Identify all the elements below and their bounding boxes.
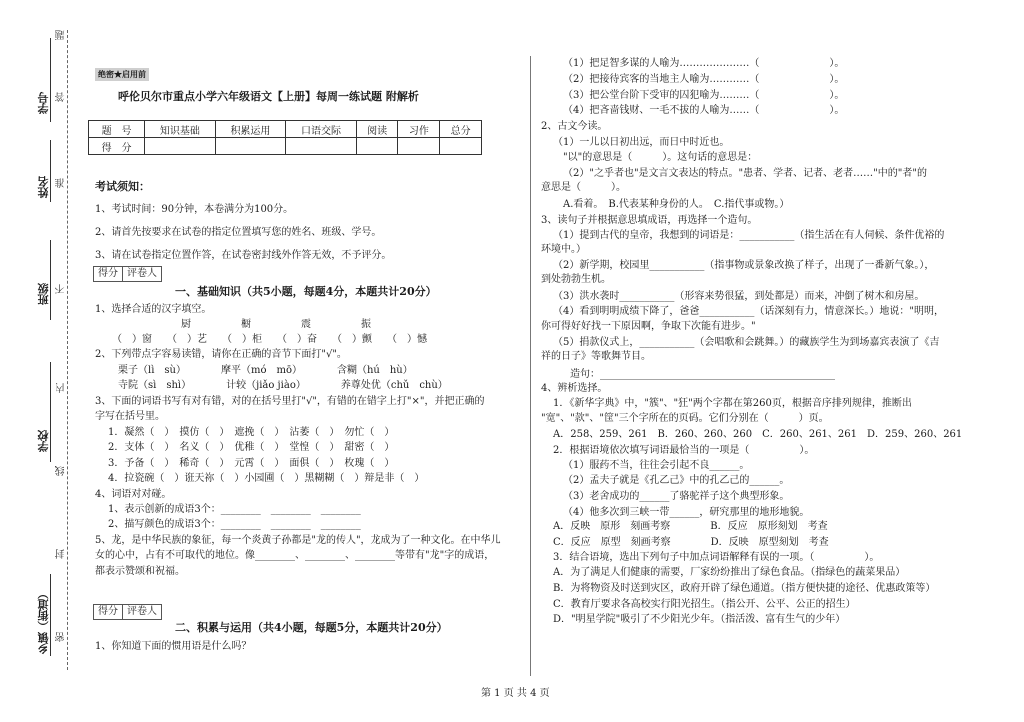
- section1-line: 女的心中，占有不可取代的地位。像________、________、________等带有"龙"字的成语，: [95, 550, 495, 561]
- section1-line: 4、词语对对碰。: [95, 489, 172, 500]
- right-column-line: 你可得好好找一下原因啊，争取下次能有进步。": [541, 321, 756, 332]
- binding-line-char: 线: [56, 466, 67, 476]
- score-input-cell[interactable]: [145, 138, 216, 155]
- right-column-line: B．为将物资及时送到灾区，政府开辟了绿色通道。（指方便快捷的途径、优惠政策等）: [553, 583, 936, 594]
- section1-line: 2．支体（ ） 名义（ ） 优稚（ ） 堂惶（ ） 甜密（ ）: [108, 442, 395, 453]
- right-column-line: （2）"之乎者也"是文言文表达的特点。"患者、学者、记者、老者……"中的"者"的: [563, 168, 927, 179]
- score-table-cell: 口语交际: [286, 121, 357, 138]
- section1-line: 3．予备（ ） 稀奇（ ） 元霄（ ） 面俱（ ） 枚瑰（ ）: [108, 458, 395, 469]
- section2-heading: 二、积累与运用（共4小题，每题5分，本题共计20分）: [175, 621, 448, 634]
- right-column-line: A．为了满足人们健康的需要，厂家纷纷推出了绿色食品。（指绿色的蔬菜果品）: [553, 567, 906, 578]
- right-column-line: （5）捐款仪式上，___________（会唱歌和会跳舞。）的藏族学生为到场嘉宾表演了《吉: [553, 337, 940, 348]
- notice-item: 2、请首先按要求在试卷的指定位置填写您的姓名、班级、学号。: [95, 227, 382, 238]
- right-column-line: （2）孟夫子就是《孔乙己》中的孔乙己的______。: [563, 475, 790, 486]
- section1-line: 1、表示创新的成语3个：________ ________ ________: [108, 504, 361, 515]
- notice-item: 1、考试时间：90分钟，本卷满分为100分。: [95, 204, 294, 215]
- binding-dashed-line: [67, 30, 68, 670]
- binding-answer-char: 答: [56, 92, 67, 102]
- right-column-line: 造句：_______________________________________________: [570, 369, 835, 380]
- right-column-line: 3、读句子并根据意思填成语，再选择一个造句。: [541, 215, 758, 226]
- town-label: 乡镇（街道）: [37, 588, 50, 654]
- section1-line: 1．凝然（ ） 摸仿（ ） 遮挽（ ） 沾萎（ ） 勿忙（ ）: [108, 427, 395, 438]
- section1-line: 3、下面的词语书写有对有错，对的在括号里打"√"，有错的在错字上打"×"，并把正确的: [95, 396, 485, 407]
- score-table-cell: 积累运用: [215, 121, 286, 138]
- score-input-cell[interactable]: [398, 138, 440, 155]
- right-column-line: "以"的意思是（ ）。这句话的意思是：: [563, 152, 758, 163]
- right-column-line: 2．根据语境依次填写词语最恰当的一项是（ ）。: [553, 445, 815, 456]
- name-line: [50, 140, 51, 202]
- right-column-line: "宽"、"款"、"筐"三个字所在的页码。它们分别在（ ）页。: [541, 413, 829, 424]
- right-column-line: （1）把足智多谋的人喻为…………………（ ）。: [563, 58, 845, 69]
- right-column-line: D．"明星学院"吸引了不少阳光少年。（指活泼、富有生气的少年）: [553, 614, 846, 625]
- right-column-line: （3）洪水袭时___________（形容来势很猛，到处都是）而来，冲倒了树木和房屋。: [553, 291, 925, 302]
- section1-line: 5、龙，是中华民族的象征，每一个炎黄子孙都是"龙的传人"，龙成为了一种文化。在中华儿: [95, 535, 501, 546]
- score-table-cell: 得 分: [89, 138, 145, 155]
- right-column-line: A.看着。 B.代表某种身份的人。 C.指代事或物。）: [563, 199, 790, 210]
- right-column-line: 4、辨析选择。: [541, 383, 608, 394]
- school-label: 学校: [37, 430, 50, 452]
- section1-line: 都表示赞颂和祝福。: [95, 566, 185, 577]
- scorer-box: [93, 604, 162, 620]
- section1-line: 字写在括号里。: [95, 411, 165, 422]
- notice-item: 3、请在试卷指定位置作答，在试卷密封线外作答无效，不予评分。: [95, 250, 392, 261]
- column-divider: [530, 56, 531, 676]
- binding-dont-char: 准: [56, 178, 67, 188]
- student-no-line: [50, 38, 51, 122]
- class-line: [50, 240, 51, 320]
- binding-inside-char: 内: [56, 383, 67, 393]
- scorer-grader-label: 评卷人: [127, 268, 157, 279]
- right-column-line: 祥的日子》等歌舞节目。: [541, 351, 651, 362]
- score-table-cell: 习作: [398, 121, 440, 138]
- binding-not-char: 不: [56, 284, 67, 294]
- score-input-cell[interactable]: [440, 138, 482, 155]
- score-table-cell: 题 号: [89, 121, 145, 138]
- right-column-line: 3．结合语境，选出下列句子中加点词语解释有误的一项。（ ）。: [553, 552, 880, 563]
- right-column-line: （3）老舍成功的______了骆驼祥子这个典型形象。: [563, 491, 790, 502]
- score-table: [88, 120, 482, 155]
- score-input-cell[interactable]: [286, 138, 357, 155]
- scorer-score-label: 得分: [94, 267, 123, 281]
- class-label: 班级: [37, 283, 50, 305]
- name-label: 姓名: [37, 176, 50, 198]
- section1-heading: 一、基础知识（共5小题，每题4分，本题共计20分）: [175, 285, 437, 298]
- right-column-line: （4）把吝啬钱财、一毛不拔的人喻为……（ ）。: [563, 105, 845, 116]
- binding-top-char: 题: [56, 30, 67, 40]
- section1-line: 厨 橱 震 振: [181, 319, 371, 330]
- score-input-cell[interactable]: [356, 138, 398, 155]
- section1-line: （ ）窗 （ ）艺 （ ）柜 （ ）奋 （ ）颤 （ ）憾: [112, 334, 427, 345]
- score-table-cell: 总分: [440, 121, 482, 138]
- binding-close-char: 密: [56, 632, 67, 642]
- section1-line: 寺院（sì shì） 计较（jiǎo jiào） 养尊处优（chǔ chù）: [118, 380, 448, 391]
- right-column-line: C．反应 原型 刻画考察 D．反映 原型刻划 考查: [553, 537, 829, 548]
- score-table-score-row: [89, 138, 482, 155]
- score-input-cell[interactable]: [215, 138, 286, 155]
- right-column-line: 到处勃勃生机。: [541, 274, 611, 285]
- section1-line: 4．拉瓷碗（ ）诳天祢（ ）小园圃（ ）黑糊糊（ ）辩是非（ ）: [108, 473, 425, 484]
- right-column-line: 1．《新华字典》中，"簇"、"狂"两个字都在第260页，根据音序排列规律，推断出: [553, 398, 912, 409]
- right-column-line: （2）把接待宾客的当地主人喻为…………（ ）。: [563, 74, 845, 85]
- score-table-header-row: [89, 121, 482, 138]
- notice-heading: 考试须知：: [95, 180, 150, 193]
- right-column-line: （1）提到古代的皇帝，我想到的词语是：___________（指生活在有人伺候、条件优裕的: [553, 230, 945, 241]
- binding-seal-char: 封: [56, 549, 67, 559]
- scorer-grader-label: 评卷人: [127, 606, 157, 617]
- right-column-line: A．258、259、261 B．260、260、260 C．260、261、261 D．259、260、261: [553, 429, 963, 440]
- section1-line: 2、描写颜色的成语3个：________ ________ ________: [108, 519, 361, 530]
- right-column-line: （4）他多次到三峡一带______，研究那里的地形地貌。: [563, 507, 810, 518]
- section1-line: 栗子（lì sù） 摩平（mó mō） 含糊（hú hù）: [118, 365, 413, 376]
- section1-line: 2、下列带点字容易读错，请你在正确的音节下面打"√"。: [95, 349, 347, 360]
- right-column-line: C．教育厅要求各高校实行阳光招生。（指公开、公平、公正的招生）: [553, 599, 856, 610]
- right-column-line: A．反映 原形 刻画考察 B．反应 原形刻划 考查: [553, 521, 828, 532]
- right-column-line: 意思是（ ）。: [541, 182, 626, 193]
- page-title: 呼伦贝尔市重点小学六年级语文【上册】每周一练试题 附解析: [118, 90, 419, 103]
- right-column-line: （3）把公堂台阶下受审的囚犯喻为………（ ）。: [563, 90, 845, 101]
- right-column-line: 2、古文今读。: [541, 121, 608, 132]
- right-column-line: （4）看到明明成绩下降了，爸爸___________（话深刻有力，情意深长。）地说："明明，: [553, 306, 944, 317]
- scorer-score-label: 得分: [94, 605, 123, 619]
- section1-line: 1、选择合适的汉字填空。: [95, 304, 212, 315]
- right-column-line: （1）服药不当，往往会引起不良______。: [563, 460, 750, 471]
- page-number: 第 1 页 共 4 页: [481, 688, 550, 699]
- confidential-badge: 绝密★启用前: [95, 68, 149, 81]
- section2-line: 1、你知道下面的惯用语是什么吗？: [95, 641, 252, 652]
- score-table-cell: 阅读: [356, 121, 398, 138]
- right-column-line: （1）一儿以日初出远，而日中时近也。: [553, 137, 730, 148]
- right-column-line: （2）新学期，校园里___________（指事物或景象改换了样子，出现了一番新气象。），: [553, 260, 935, 271]
- score-table-cell: 知识基础: [145, 121, 216, 138]
- right-column-line: 环境中。）: [541, 244, 586, 255]
- scorer-box: [93, 266, 162, 282]
- student-no-label: 学号: [37, 92, 50, 114]
